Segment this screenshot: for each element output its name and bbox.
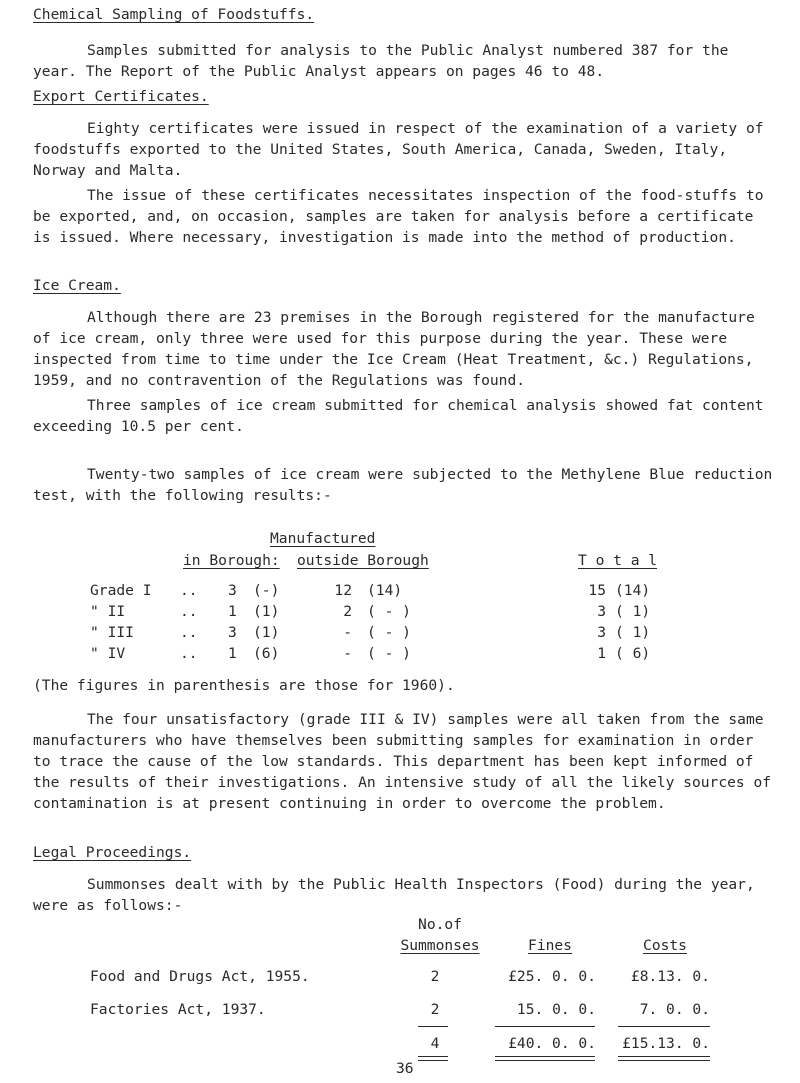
costs-total: £15.13. 0.	[622, 1035, 710, 1052]
grade-label: " III	[90, 624, 134, 641]
paragraph-ice-cream-3: Twenty-two samples of ice cream were subjected to the Methylene Blue reduction test, with the following results:-	[33, 466, 773, 504]
heading-chemical-sampling: Chemical Sampling of Foodstuffs.	[33, 6, 315, 23]
col-header-summonses-line2: Summonses	[400, 937, 480, 954]
outside-borough-value: -	[343, 645, 352, 662]
total-prev: ( 6)	[615, 645, 651, 662]
total-value: 3	[597, 624, 606, 641]
in-borough-value: 3	[228, 582, 237, 599]
table-header-total: T o t a l	[578, 552, 658, 569]
heading-export-certificates: Export Certificates.	[33, 88, 209, 105]
total-prev: ( 1)	[615, 624, 651, 641]
grade-label: " II	[90, 603, 126, 620]
table-header-in-borough: in Borough:	[183, 552, 280, 569]
total-value: 15	[588, 582, 606, 599]
paragraph-ice-cream-2: Three samples of ice cream submitted for chemical analysis showed fat content exceeding 10.5 per cent.	[33, 397, 764, 435]
dots: ..	[180, 624, 198, 641]
table-header-outside-borough: outside Borough	[297, 552, 429, 569]
paragraph-export-2: The issue of these certificates necessitates inspection of the food-stuffs to be exported, and, on occasion, samples are taken for analysis before a certificate is issued. Where necessary, investigation is made into the method of production.	[33, 187, 764, 246]
total-value: 3	[597, 603, 606, 620]
in-borough-value: 1	[228, 603, 237, 620]
in-borough-value: 3	[228, 624, 237, 641]
col-header-costs: Costs	[643, 937, 687, 954]
in-borough-prev: (1)	[253, 624, 280, 641]
fines-amount: 15. 0. 0.	[516, 1001, 596, 1018]
in-borough-prev: (6)	[253, 645, 280, 662]
paragraph-chemical-sampling: Samples submitted for analysis to the Public Analyst numbered 387 for the year. The Report of the Public Analyst appears on pages 46 to 48.	[33, 42, 729, 80]
paragraph-export-1: Eighty certificates were issued in respect of the examination of a variety of foodstuffs exported to the United States, South America, Canada, Sweden, Italy, Norway and Malta.	[33, 120, 764, 179]
in-borough-prev: (-)	[253, 582, 280, 599]
fines-amount: £25. 0. 0.	[508, 968, 596, 985]
total-prev: ( 1)	[615, 603, 651, 620]
grade-label: Grade I	[90, 582, 152, 599]
note-parenthesis: (The figures in parenthesis are those for 1960).	[33, 677, 455, 694]
summonses-count: 2	[430, 1001, 440, 1018]
outside-borough-prev: ( - )	[367, 603, 411, 620]
outside-borough-prev: ( - )	[367, 624, 411, 641]
col-header-fines: Fines	[528, 937, 572, 954]
table-group-header: Manufactured	[270, 530, 376, 547]
heading-ice-cream: Ice Cream.	[33, 277, 121, 294]
grade-label: " IV	[90, 645, 126, 662]
dots: ..	[180, 582, 198, 599]
act-name: Factories Act, 1937.	[90, 1001, 266, 1018]
summonses-rule	[418, 1026, 448, 1027]
fines-total: £40. 0. 0.	[508, 1035, 596, 1052]
summonses-count: 2	[430, 968, 440, 985]
act-name: Food and Drugs Act, 1955.	[90, 968, 310, 985]
in-borough-prev: (1)	[253, 603, 280, 620]
summonses-total: 4	[430, 1035, 440, 1052]
paragraph-ice-cream-4: The four unsatisfactory (grade III & IV) samples were all taken from the same manufacturers who have themselves been submitting samples for examination in order to trace the cause of the low standards. This department has been kept informed of the results of their investigations. An intensive study of all the likely sources of contamination is at present continuing in order to overcome the problem.	[33, 711, 772, 812]
paragraph-ice-cream-1: Although there are 23 premises in the Borough registered for the manufacture of ice cream, only three were used for this purpose during the year. These were inspected from time to time under the Ice Cream (Heat Treatment, &c.) Regulations, 1959, and no contravention of the Regulations was found.	[33, 309, 755, 389]
col-header-summonses-line1: No.of	[418, 916, 462, 933]
in-borough-value: 1	[228, 645, 237, 662]
dots: ..	[180, 645, 198, 662]
fines-rule	[495, 1026, 595, 1027]
dots: ..	[180, 603, 198, 620]
outside-borough-value: 12	[334, 582, 352, 599]
total-value: 1	[597, 645, 606, 662]
outside-borough-prev: (14)	[367, 582, 403, 599]
outside-borough-prev: ( - )	[367, 645, 411, 662]
total-prev: (14)	[615, 582, 651, 599]
outside-borough-value: -	[343, 624, 352, 641]
page-number: 36	[396, 1060, 414, 1077]
costs-rule	[618, 1026, 710, 1027]
paragraph-legal: Summonses dealt with by the Public Health Inspectors (Food) during the year, were as follows:-	[33, 876, 755, 914]
summonses-double-rule	[418, 1056, 448, 1061]
costs-amount: £8.13. 0.	[630, 968, 710, 985]
costs-double-rule	[618, 1056, 710, 1061]
heading-legal-proceedings: Legal Proceedings.	[33, 844, 192, 861]
costs-amount: 7. 0. 0.	[639, 1001, 710, 1018]
outside-borough-value: 2	[343, 603, 352, 620]
fines-double-rule	[495, 1056, 595, 1061]
